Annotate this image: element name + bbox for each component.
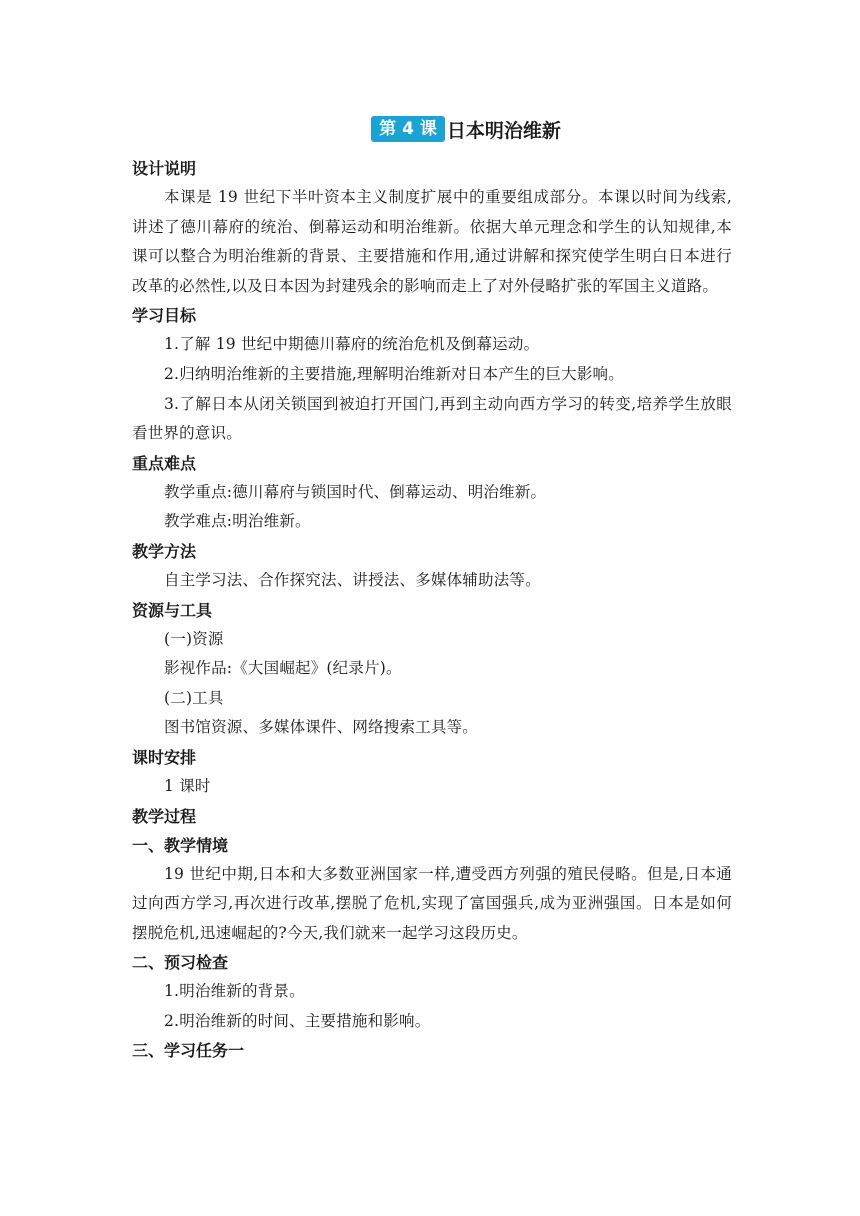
- design-paragraph: 本课是 19 世纪下半叶资本主义制度扩展中的重要组成部分。本课以时间为线索,讲述了德川幕府的统治、倒幕运动和明治维新。依据大单元理念和学生的认知规律,本课可以整合为明治维新的背景、主要措施和作用,通过讲解和探究使学生明白日本进行改革的必然性,以及日本因为封建残余的影响而走上了对外侵略扩张的军国主义道路。: [132, 188, 732, 295]
- key-point: 教学重点:德川幕府与锁国时代、倒幕运动、明治维新。: [164, 482, 547, 501]
- schedule-paragraph: 1 课时: [164, 776, 211, 795]
- section-heading-schedule: 课时安排: [132, 747, 197, 767]
- lesson-title-row: [200, 112, 732, 146]
- goal-item-2: 2.归纳明治维新的主要措施,理解明治维新对日本产生的巨大影响。: [164, 364, 624, 383]
- section-heading-key-points: 重点难点: [132, 453, 197, 473]
- resources-subheading: (一)资源: [164, 629, 224, 648]
- preview-item-1: 1.明治维新的背景。: [164, 982, 305, 1001]
- difficult-point: 教学难点:明治维新。: [164, 512, 311, 531]
- section-heading-task-one: 三、学习任务一: [132, 1041, 245, 1061]
- methods-paragraph: 自主学习法、合作探究法、讲授法、多媒体辅助法等。: [164, 570, 541, 589]
- section-heading-design: 设计说明: [132, 159, 197, 178]
- tools-item: 图书馆资源、多媒体课件、网络搜索工具等。: [164, 718, 479, 737]
- section-heading-scenario: 一、教学情境: [132, 835, 229, 855]
- section-heading-resources: 资源与工具: [132, 600, 213, 620]
- tools-subheading: (二)工具: [164, 688, 224, 707]
- goal-item-3: 3.了解日本从闭关锁国到被迫打开国门,再到主动向西方学习的转变,培养学生放眼看世界的意识。: [132, 394, 732, 443]
- scenario-paragraph: 19 世纪中期,日本和大多数亚洲国家一样,遭受西方列强的殖民侵略。但是,日本通过向西方学习,再次进行改革,摆脱了危机,实现了富国强兵,成为亚洲强国。日本是如何摆脱危机,迅速崛起的?今天,我们就来一起学习这段历史。: [132, 864, 732, 942]
- section-heading-methods: 教学方法: [132, 541, 197, 561]
- lesson-number-badge: 第 4 课: [371, 116, 445, 142]
- section-heading-process: 教学过程: [132, 806, 197, 826]
- section-heading-goals: 学习目标: [132, 306, 197, 326]
- document-page: [132, 112, 732, 1065]
- goal-item-1: 1.了解 19 世纪中期德川幕府的统治危机及倒幕运动。: [164, 335, 540, 354]
- lesson-title: 日本明治维新: [446, 119, 561, 142]
- preview-item-2: 2.明治维新的时间、主要措施和影响。: [164, 1011, 431, 1030]
- section-heading-preview: 二、预习检查: [132, 953, 229, 973]
- resources-item: 影视作品:《大国崛起》(纪录片)。: [164, 659, 402, 678]
